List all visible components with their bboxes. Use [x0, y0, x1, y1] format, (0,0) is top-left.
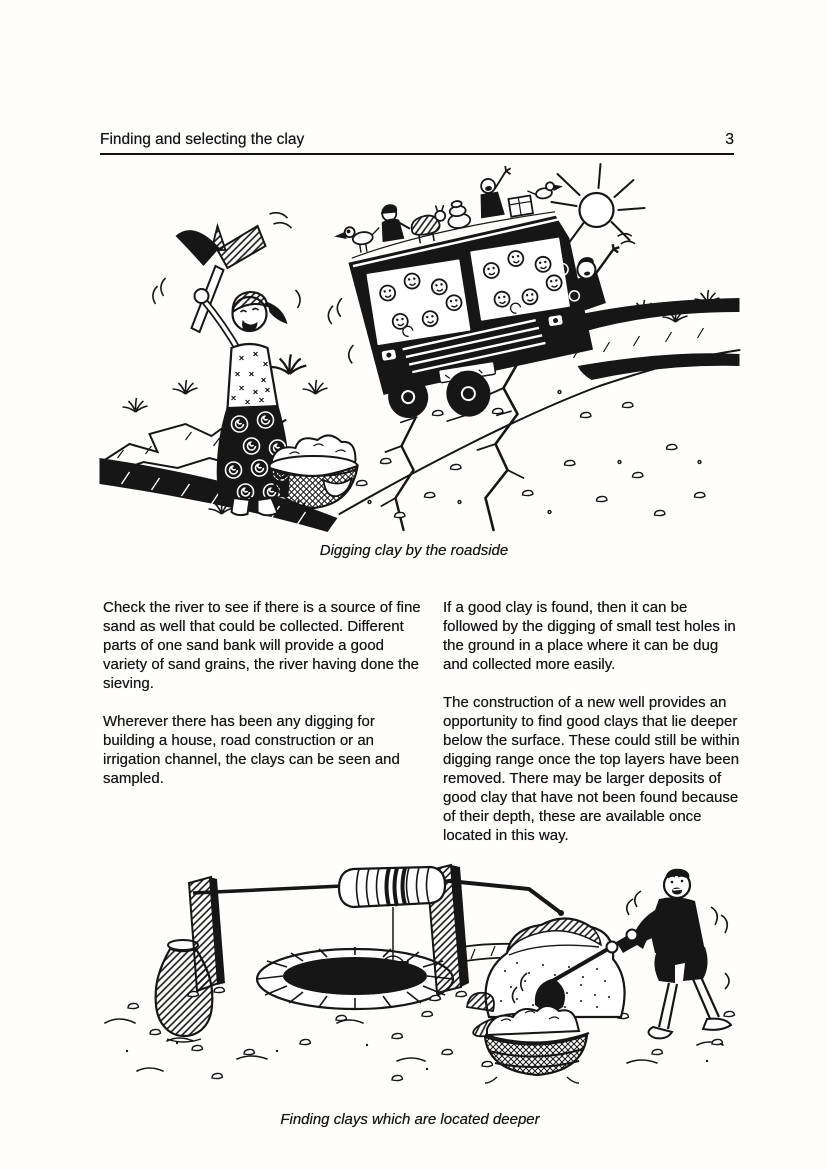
page-header — [100, 131, 734, 155]
motion-lines — [326, 298, 356, 366]
well — [257, 907, 453, 1009]
page-number: 3 — [725, 131, 734, 148]
right-column — [443, 598, 740, 864]
running-header: Finding and selecting the clay — [100, 131, 305, 148]
rooster — [336, 223, 383, 256]
crank-handle — [449, 881, 561, 913]
hand — [607, 942, 618, 953]
hand — [627, 930, 638, 941]
fist — [195, 289, 209, 303]
paragraph: The construction of a new well provides an opportunity to find good clays that lie deeper below the surface. These could still be within digging range once the top layers have been removed. There may be larger deposits of good clay that have not been found because of their depth, these are available once located in this way. — [443, 694, 740, 844]
roof-rider — [378, 203, 411, 241]
well-illustration — [93, 855, 741, 1097]
figure-well — [93, 855, 741, 1128]
roadside-illustration — [97, 162, 742, 534]
left-column — [103, 598, 421, 864]
figure-roadside — [97, 162, 742, 559]
shorts — [654, 947, 707, 983]
foot-left — [232, 498, 250, 515]
stacked-pots — [445, 199, 471, 229]
paragraph: Wherever there has been any digging for building a house, road construction or an irrigation channel, the clays can be seen and sampled. — [103, 713, 400, 787]
bird — [527, 181, 562, 201]
figure-caption: Digging clay by the roadside — [319, 542, 509, 559]
foot — [703, 1019, 731, 1030]
figure-caption: Finding clays which are located deeper — [280, 1111, 540, 1128]
paragraph: Check the river to see if there is a source of fine sand as well that could be collected. Different parts of one sand bank will provide a good variety of sand grains, the river having done the sieving. — [103, 599, 421, 692]
paragraph: If a good clay is found, then it can be followed by the digging of small test holes in the ground in a place where it can be dug and collected more easily. — [443, 599, 736, 673]
blouse — [228, 344, 278, 412]
sun — [552, 164, 645, 242]
crate — [508, 196, 533, 217]
bucket — [379, 961, 409, 981]
body-text — [103, 598, 740, 864]
